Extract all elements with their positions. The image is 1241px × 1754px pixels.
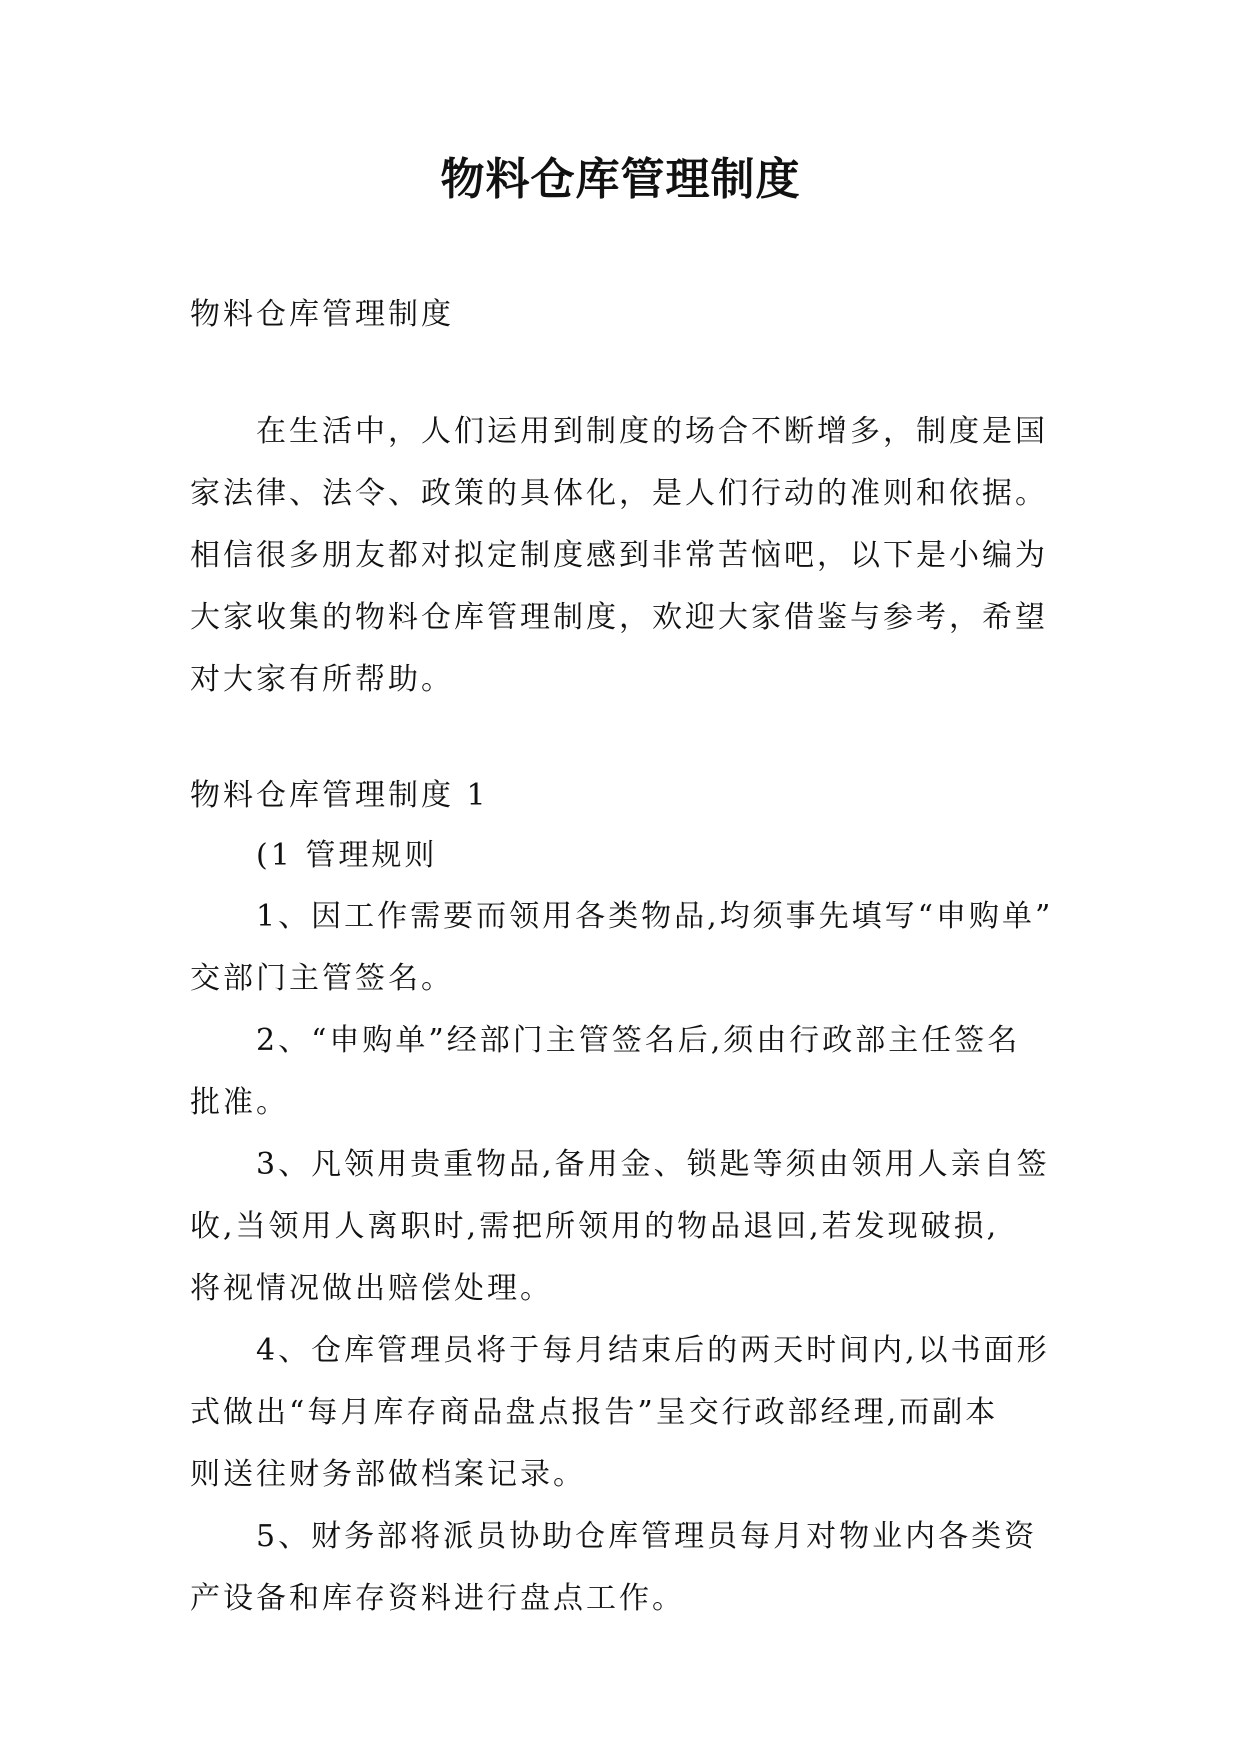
intro-line: 在生活中，人们运用到制度的场合不断增多，制度是国 bbox=[256, 414, 1048, 449]
rule-line: 1、因工作需要而领用各类物品,均须事先填写“申购单” bbox=[256, 899, 1054, 934]
rule-line: 则送往财务部做档案记录。 bbox=[190, 1457, 586, 1492]
rule-line: 收,当领用人离职时,需把所领用的物品退回,若发现破损, bbox=[190, 1209, 1000, 1244]
document-title: 物料仓库管理制度 bbox=[440, 154, 801, 205]
rule-line: 将视情况做出赔偿处理。 bbox=[190, 1271, 553, 1306]
intro-line: 大家收集的物料仓库管理制度，欢迎大家借鉴与参考，希望 bbox=[190, 600, 1048, 635]
rule-line: 式做出“每月库存商品盘点报告”呈交行政部经理,而副本 bbox=[190, 1395, 999, 1430]
section-heading: 物料仓库管理制度 1 bbox=[190, 778, 489, 813]
rules-heading: (1 管理规则 bbox=[256, 838, 438, 873]
rule-line: 5、财务部将派员协助仓库管理员每月对物业内各类资 bbox=[256, 1519, 1038, 1554]
intro-line: 家法律、法令、政策的具体化，是人们行动的准则和依据。 bbox=[190, 476, 1048, 511]
rule-line: 3、凡领用贵重物品,备用金、锁匙等须由领用人亲自签 bbox=[256, 1147, 1050, 1182]
rule-line: 2、“申购单”经部门主管签名后,须由行政部主任签名 bbox=[256, 1023, 1021, 1058]
rule-line: 交部门主管签名。 bbox=[190, 961, 454, 996]
rule-line: 批准。 bbox=[190, 1085, 289, 1120]
intro-line: 相信很多朋友都对拟定制度感到非常苦恼吧，以下是小编为 bbox=[190, 538, 1048, 573]
document-subtitle: 物料仓库管理制度 bbox=[190, 297, 454, 332]
rule-line: 产设备和库存资料进行盘点工作。 bbox=[190, 1581, 685, 1616]
rule-line: 4、仓库管理员将于每月结束后的两天时间内,以书面形 bbox=[256, 1333, 1050, 1368]
intro-line: 对大家有所帮助。 bbox=[190, 662, 454, 697]
